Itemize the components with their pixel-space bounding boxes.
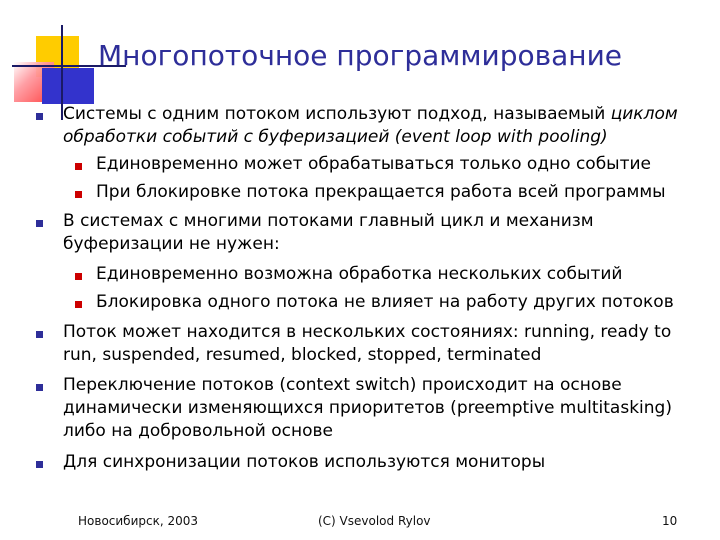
bullet-level2: [75, 273, 82, 280]
item-text: Системы с одним потоком используют подход, называемый: [63, 104, 611, 124]
footer-location: Новосибирск, 2003: [78, 514, 199, 528]
list-item: Поток может находится в нескольких состояниях: running, ready to run, suspended, resumed, blocked, stopped, terminated: [63, 322, 672, 365]
list-item: Для синхронизации потоков используются мониторы: [63, 452, 546, 472]
list-item: [63, 103, 703, 149]
item-emphasis: циклом обработки событий с буферизацией (event loop with pooling): [63, 104, 678, 147]
list-item: Переключение потоков (context switch) происходит на основе динамически изменяющихся приоритетов (preemptive multitasking) либо на добровольной основе: [63, 375, 672, 441]
bullet-level1: [36, 220, 43, 227]
list-item: Единовременно возможна обработка нескольких событий: [96, 264, 623, 284]
list-item: При блокировке потока прекращается работа всей программы: [96, 182, 666, 202]
list-item: Единовременно может обрабатываться только одно событие: [96, 154, 652, 174]
decor-blue-square: [42, 68, 94, 104]
bullet-level1: [36, 461, 43, 468]
page-number: 10: [662, 514, 678, 528]
list-item: В системах с многими потоками главный цикл и механизм буферизации не нужен:: [63, 211, 594, 254]
bullet-level1: [36, 331, 43, 338]
list-item: Блокировка одного потока не влияет на работу других потоков: [96, 292, 674, 312]
bullet-level1: [36, 384, 43, 391]
slide-title: Многопоточное программирование: [98, 39, 623, 72]
bullet-level1: [36, 113, 43, 120]
bullet-level2: [75, 191, 82, 198]
footer-author: (C) Vsevolod Rylov: [318, 514, 431, 528]
bullet-level2: [75, 163, 82, 170]
bullet-level2: [75, 301, 82, 308]
